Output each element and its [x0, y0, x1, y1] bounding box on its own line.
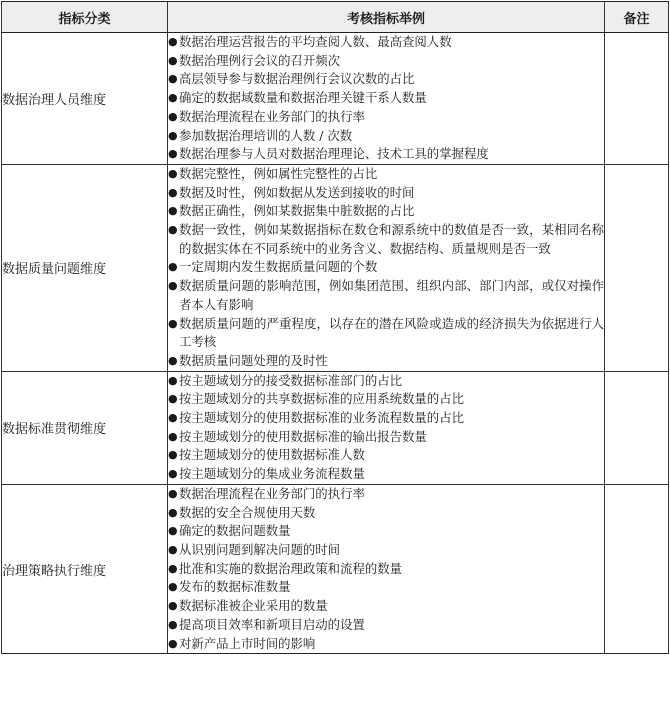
list-item [168, 522, 604, 541]
list-item [168, 352, 604, 371]
list-item-text: 数据及时性，例如数据从发送到接收的时间 [179, 184, 415, 200]
bullet-icon: ● [168, 392, 178, 406]
list-item [168, 485, 604, 504]
list-item [168, 446, 604, 465]
list-item-text: 按主题域划分的使用数据标准的输出报告数量 [179, 428, 427, 444]
bullet-icon: ● [168, 260, 178, 274]
bullet-icon: ● [168, 524, 178, 538]
header-notes: 备注 [605, 2, 669, 33]
note-cell [605, 164, 669, 371]
list-item [168, 202, 604, 221]
bullet-icon: ● [168, 53, 178, 67]
list-item-text: 一定周期内发生数据质量问题的个数 [179, 259, 378, 275]
list-item [168, 409, 604, 428]
table-row [2, 33, 669, 165]
list-item-text: 参加数据治理培训的人数 / 次数 [179, 127, 353, 143]
bullet-icon: ● [168, 91, 178, 105]
list-item-text: 按主题域划分的接受数据标准部门的占比 [179, 372, 403, 388]
list-item-text: 高层领导参与数据治理例行会议次数的占比 [179, 71, 415, 87]
list-item [168, 315, 604, 352]
table-row [2, 164, 669, 371]
note-cell [605, 33, 669, 165]
list-item-text: 数据治理例行会议的召开频次 [179, 52, 341, 68]
bullet-icon: ● [168, 185, 178, 199]
bullet-icon: ● [168, 617, 178, 631]
list-item [168, 372, 604, 391]
list-item-text: 数据治理参与人员对数据治理理论、技术工具的掌握程度 [179, 146, 489, 162]
example-list [168, 485, 604, 653]
examples-cell [168, 371, 605, 484]
list-item-text: 数据质量问题处理的及时性 [179, 352, 328, 368]
bullet-icon: ● [168, 448, 178, 462]
list-item [168, 616, 604, 635]
list-item [168, 184, 604, 203]
list-item [168, 127, 604, 146]
examples-cell [168, 33, 605, 165]
bullet-icon: ● [168, 166, 178, 180]
bullet-icon: ● [168, 561, 178, 575]
list-item-text: 从识别问题到解决问题的时间 [179, 541, 341, 557]
bullet-icon: ● [168, 636, 178, 650]
list-item-text: 按主题域划分的共享数据标准的应用系统数量的占比 [179, 391, 464, 407]
list-item [168, 560, 604, 579]
note-cell [605, 371, 669, 484]
bullet-icon: ● [168, 505, 178, 519]
example-list [168, 33, 604, 164]
bullet-icon: ● [168, 467, 178, 481]
bullet-icon: ● [168, 542, 178, 556]
bullet-icon: ● [168, 411, 178, 425]
list-item-text: 数据质量问题的严重程度，以存在的潜在风险或造成的经济损失为依据进行人工考核 [179, 315, 604, 350]
bullet-icon: ● [168, 72, 178, 86]
category-cell: 治理策略执行维度 [2, 484, 168, 653]
list-item-text: 数据一致性，例如某数据指标在数仓和源系统中的数值是否一致，某相同名称的数据实体在不同系统中的业务含义、数据结构、质量规则是否一致 [179, 222, 604, 256]
bullet-icon: ● [168, 599, 178, 613]
list-item-text: 发布的数据标准数量 [179, 579, 291, 595]
list-item-text: 数据正确性，例如某数据集中脏数据的占比 [179, 203, 415, 219]
header-examples: 考核指标举例 [168, 2, 605, 33]
list-item-text: 按主题域划分的使用数据标准人数 [179, 447, 365, 463]
bullet-icon: ● [168, 35, 178, 48]
example-list [168, 165, 604, 371]
list-item-text: 数据治理流程在业务部门的执行率 [179, 108, 365, 124]
list-item [168, 541, 604, 560]
list-item-text: 数据治理运营报告的平均查阅人数、最高查阅人数 [179, 34, 452, 49]
bullet-icon: ● [168, 373, 178, 387]
bullet-icon: ● [168, 223, 178, 237]
bullet-icon: ● [168, 486, 178, 500]
examples-cell [168, 484, 605, 653]
list-item [168, 390, 604, 409]
list-item [168, 597, 604, 616]
header-row [2, 2, 669, 33]
list-item [168, 578, 604, 597]
bullet-icon: ● [168, 353, 178, 367]
bullet-icon: ● [168, 580, 178, 594]
table-body [2, 33, 669, 654]
list-item [168, 465, 604, 484]
category-cell: 数据标准贯彻维度 [2, 371, 168, 484]
examples-cell [168, 164, 605, 371]
list-item-text: 数据完整性，例如属性完整性的占比 [179, 165, 378, 181]
list-item-text: 数据质量问题的影响范围，例如集团范围、组织内部、部门内部，或仅对操作者本人有影响 [179, 278, 604, 312]
list-item [168, 89, 604, 108]
bullet-icon: ● [168, 109, 178, 123]
example-list [168, 372, 604, 484]
list-item-text: 按主题域划分的集成业务流程数量 [179, 466, 365, 482]
list-item-text: 数据治理流程在业务部门的执行率 [179, 485, 365, 501]
list-item-text: 数据的安全合规使用天数 [179, 504, 316, 520]
list-item [168, 108, 604, 127]
list-item-text: 确定的数据域数量和数据治理关键干系人数量 [179, 90, 427, 106]
note-cell [605, 484, 669, 653]
list-item [168, 165, 604, 184]
list-item [168, 33, 604, 52]
kpi-table [1, 1, 669, 654]
table-row [2, 484, 669, 653]
bullet-icon: ● [168, 204, 178, 218]
list-item-text: 对新产品上市时间的影响 [179, 635, 316, 651]
category-cell: 数据治理人员维度 [2, 33, 168, 165]
bullet-icon: ● [168, 128, 178, 142]
list-item [168, 145, 604, 164]
list-item [168, 428, 604, 447]
list-item [168, 258, 604, 277]
list-item [168, 221, 604, 258]
category-cell: 数据质量问题维度 [2, 164, 168, 371]
header-category: 指标分类 [2, 2, 168, 33]
list-item [168, 52, 604, 71]
list-item-text: 按主题域划分的使用数据标准的业务流程数量的占比 [179, 410, 464, 426]
list-item-text: 确定的数据问题数量 [179, 523, 291, 539]
bullet-icon: ● [168, 429, 178, 443]
bullet-icon: ● [168, 316, 178, 330]
list-item-text: 数据标准被企业采用的数量 [179, 598, 328, 614]
bullet-icon: ● [168, 279, 178, 293]
table-row [2, 371, 669, 484]
list-item [168, 70, 604, 89]
list-item [168, 504, 604, 523]
bullet-icon: ● [168, 147, 178, 161]
list-item [168, 277, 604, 314]
list-item [168, 635, 604, 654]
list-item-text: 提高项目效率和新项目启动的设置 [179, 616, 365, 632]
list-item-text: 批准和实施的数据治理政策和流程的数量 [179, 560, 403, 576]
